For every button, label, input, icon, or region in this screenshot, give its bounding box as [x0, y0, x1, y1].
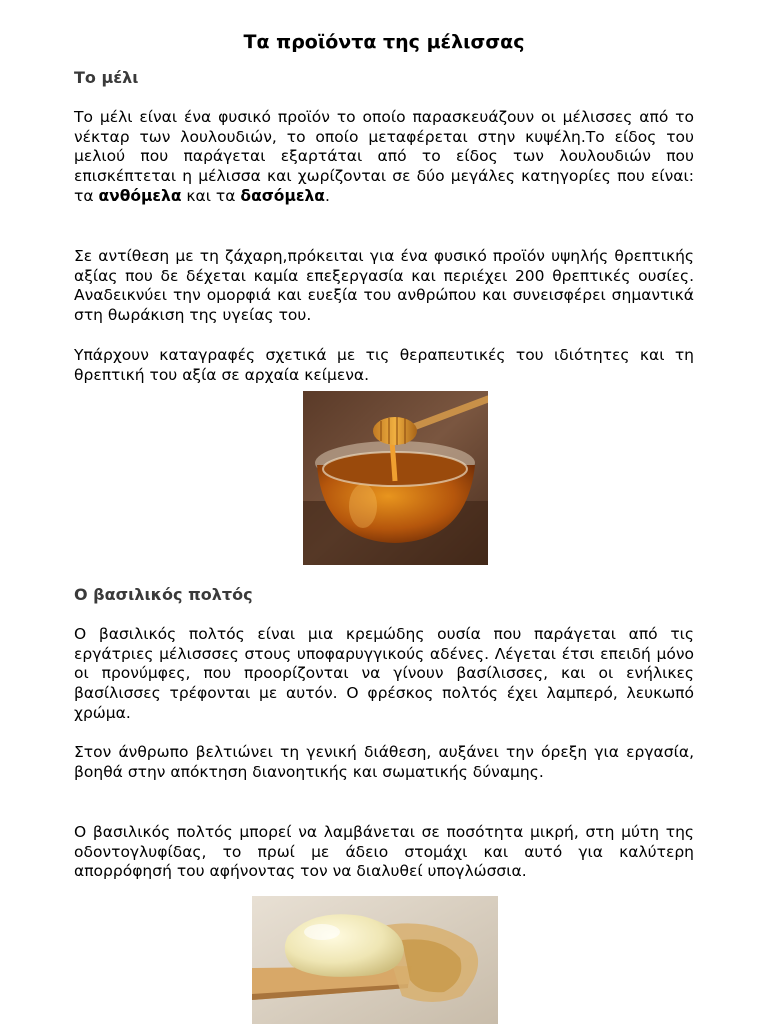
royal-jelly-paragraph-2: Στον άνθρωπο βελτιώνει τη γενική διάθεση, αυξάνει την όρεξη για εργασία, βοηθά στην απόκτηση διανοητικής και σωματικής δύναμης. [74, 743, 694, 781]
honey-bowl-image [303, 391, 488, 565]
honey-paragraph-3: Υπάρχουν καταγραφές σχετικά με τις θεραπευτικές του ιδιότητες και τη θρεπτική του αξία σε αρχαία κείμενα. [74, 346, 694, 384]
honey-paragraph-1: Το μέλι είναι ένα φυσικό προϊόν το οποίο παρασκευάζουν οι μέλισσες από το νέκταρ των λουλουδιών, το οποίο μεταφέρεται στην κυψέλη.Το είδος του μελιού που παράγεται εξαρτάται από το είδος των λουλουδιών που επισκέπτεται η μέλισσα και χωρίζονται σε δύο μεγάλες κατηγορίες που είναι: τα ανθόμελα και τα δασόμελα. [74, 108, 694, 205]
bold-term-dasomela: δασόμελα [240, 186, 325, 205]
page-title: Τα προϊόντα της μέλισσας [243, 31, 525, 53]
bold-term-anthomela: ανθόμελα [98, 186, 182, 205]
section-heading-royal-jelly: Ο βασιλικός πολτός [74, 585, 253, 604]
royal-jelly-paragraph-1: Ο βασιλικός πολτός είναι μια κρεμώδης ουσία που παράγεται από τις εργάτριες μέλισσσες στους υποφαρυγγικούς αδένες. Λέγεται έτσι επειδή μόνο οι προνύμφες, που προορίζονται να γίνουν βασίλισσες, και οι ενήλικες βασίλισσες τρέφονται με αυτόν. Ο φρέσκος πολτός έχει λαμπερό, λευκωπό χρώμα. [74, 625, 694, 722]
royal-jelly-image [252, 896, 498, 1024]
section-heading-honey: Το μέλι [74, 68, 139, 87]
honey-paragraph-2: Σε αντίθεση με τη ζάχαρη,πρόκειται για ένα φυσικό προϊόν υψηλής θρεπτικής αξίας που δε δέχεται καμία επεξεργασία και περιέχει 200 θρεπτικές ουσίες. Αναδεικνύει την ομορφιά και ευεξία του ανθρώπου και συνεισφέρει σημαντικά στη θωράκιση της υγείας του. [74, 247, 694, 325]
royal-jelly-paragraph-3: Ο βασιλικός πολτός μπορεί να λαμβάνεται σε ποσότητα μικρή, στη μύτη της οδοντογλυφίδας, το πρωί με άδειο στομάχι και αυτό για καλύτερη απορρόφησή του αφήνοντας τον να διαλυθεί υπογλώσσια. [74, 823, 694, 881]
